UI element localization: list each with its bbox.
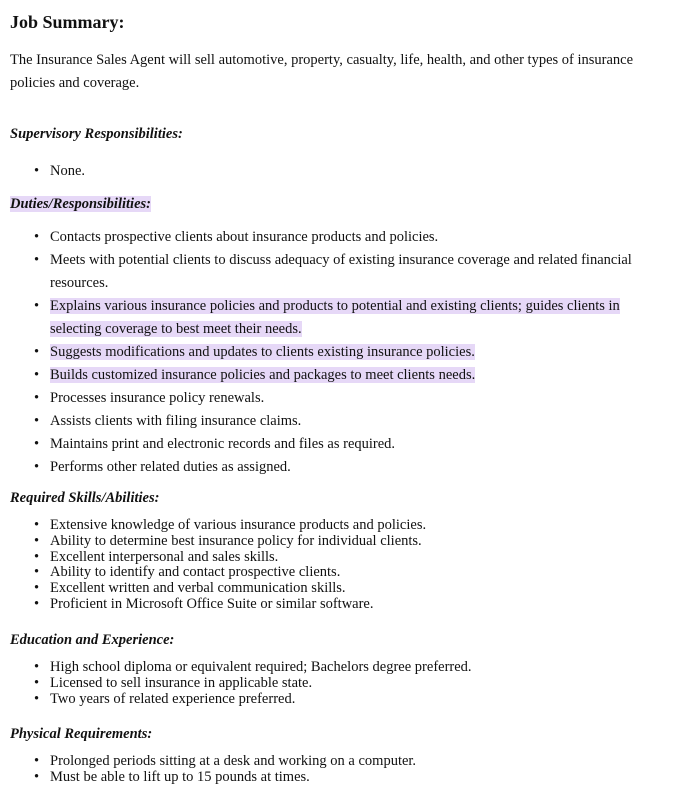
skills-heading: Required Skills/Abilities: xyxy=(10,490,160,506)
list-item: • Extensive knowledge of various insurance products and policies. xyxy=(50,518,426,534)
list-item-text: Performs other related duties as assigned. xyxy=(50,459,291,475)
education-heading: Education and Experience: xyxy=(10,632,175,648)
list-item-text: Maintains print and electronic records and files as required. xyxy=(50,436,396,452)
list-item: • Two years of related experience preferred. xyxy=(50,692,472,708)
list-item xyxy=(50,410,660,433)
education-list xyxy=(30,660,472,707)
list-item xyxy=(50,433,660,456)
list-item: • High school diploma or equivalent required; Bachelors degree preferred. xyxy=(50,660,472,676)
list-item: • Proficient in Microsoft Office Suite or similar software. xyxy=(50,597,426,613)
job-summary-text: The Insurance Sales Agent will sell automotive, property, casualty, life, health, and other types of insurance policies and coverage. xyxy=(10,52,634,91)
list-item: • Excellent written and verbal communication skills. xyxy=(50,581,426,597)
list-item: • Prolonged periods sitting at a desk and working on a computer. xyxy=(50,754,416,770)
list-item-text: Meets with potential clients to discuss adequacy of existing insurance coverage and related financial resources. xyxy=(50,252,632,291)
list-item: • Excellent interpersonal and sales skills. xyxy=(50,550,426,566)
list-item xyxy=(50,387,660,410)
list-item: • Must be able to lift up to 15 pounds at times. xyxy=(50,770,416,786)
list-item xyxy=(50,295,660,341)
list-item: • None. xyxy=(50,160,85,183)
physical-list xyxy=(30,754,416,786)
page-title: Job Summary: xyxy=(10,12,125,32)
list-item xyxy=(50,364,660,387)
list-item xyxy=(50,226,660,249)
physical-heading: Physical Requirements: xyxy=(10,726,153,742)
duties-list xyxy=(30,226,660,479)
list-item: • Ability to determine best insurance policy for individual clients. xyxy=(50,534,426,550)
list-item-text: Assists clients with filing insurance claims. xyxy=(50,413,302,429)
list-item xyxy=(50,249,660,295)
list-item: • Ability to identify and contact prospective clients. xyxy=(50,565,426,581)
list-item-text: Processes insurance policy renewals. xyxy=(50,390,265,406)
supervisory-list xyxy=(30,160,85,183)
skills-list xyxy=(30,518,426,613)
list-item-text-highlighted: Suggests modifications and updates to clients existing insurance policies. xyxy=(50,344,475,360)
list-item xyxy=(50,456,660,479)
duties-heading xyxy=(10,196,151,213)
list-item: • Licensed to sell insurance in applicable state. xyxy=(50,676,472,692)
list-item-text-highlighted: Builds customized insurance policies and packages to meet clients needs. xyxy=(50,367,476,383)
supervisory-heading: Supervisory Responsibilities: xyxy=(10,126,183,142)
list-item-text-highlighted: Explains various insurance policies and products to potential and existing clients; guides clients in selecting coverage to best meet their needs. xyxy=(50,298,620,337)
list-item xyxy=(50,341,660,364)
list-item-text: Contacts prospective clients about insurance products and policies. xyxy=(50,229,439,245)
duties-heading-text: Duties/Responsibilities: xyxy=(10,196,151,212)
